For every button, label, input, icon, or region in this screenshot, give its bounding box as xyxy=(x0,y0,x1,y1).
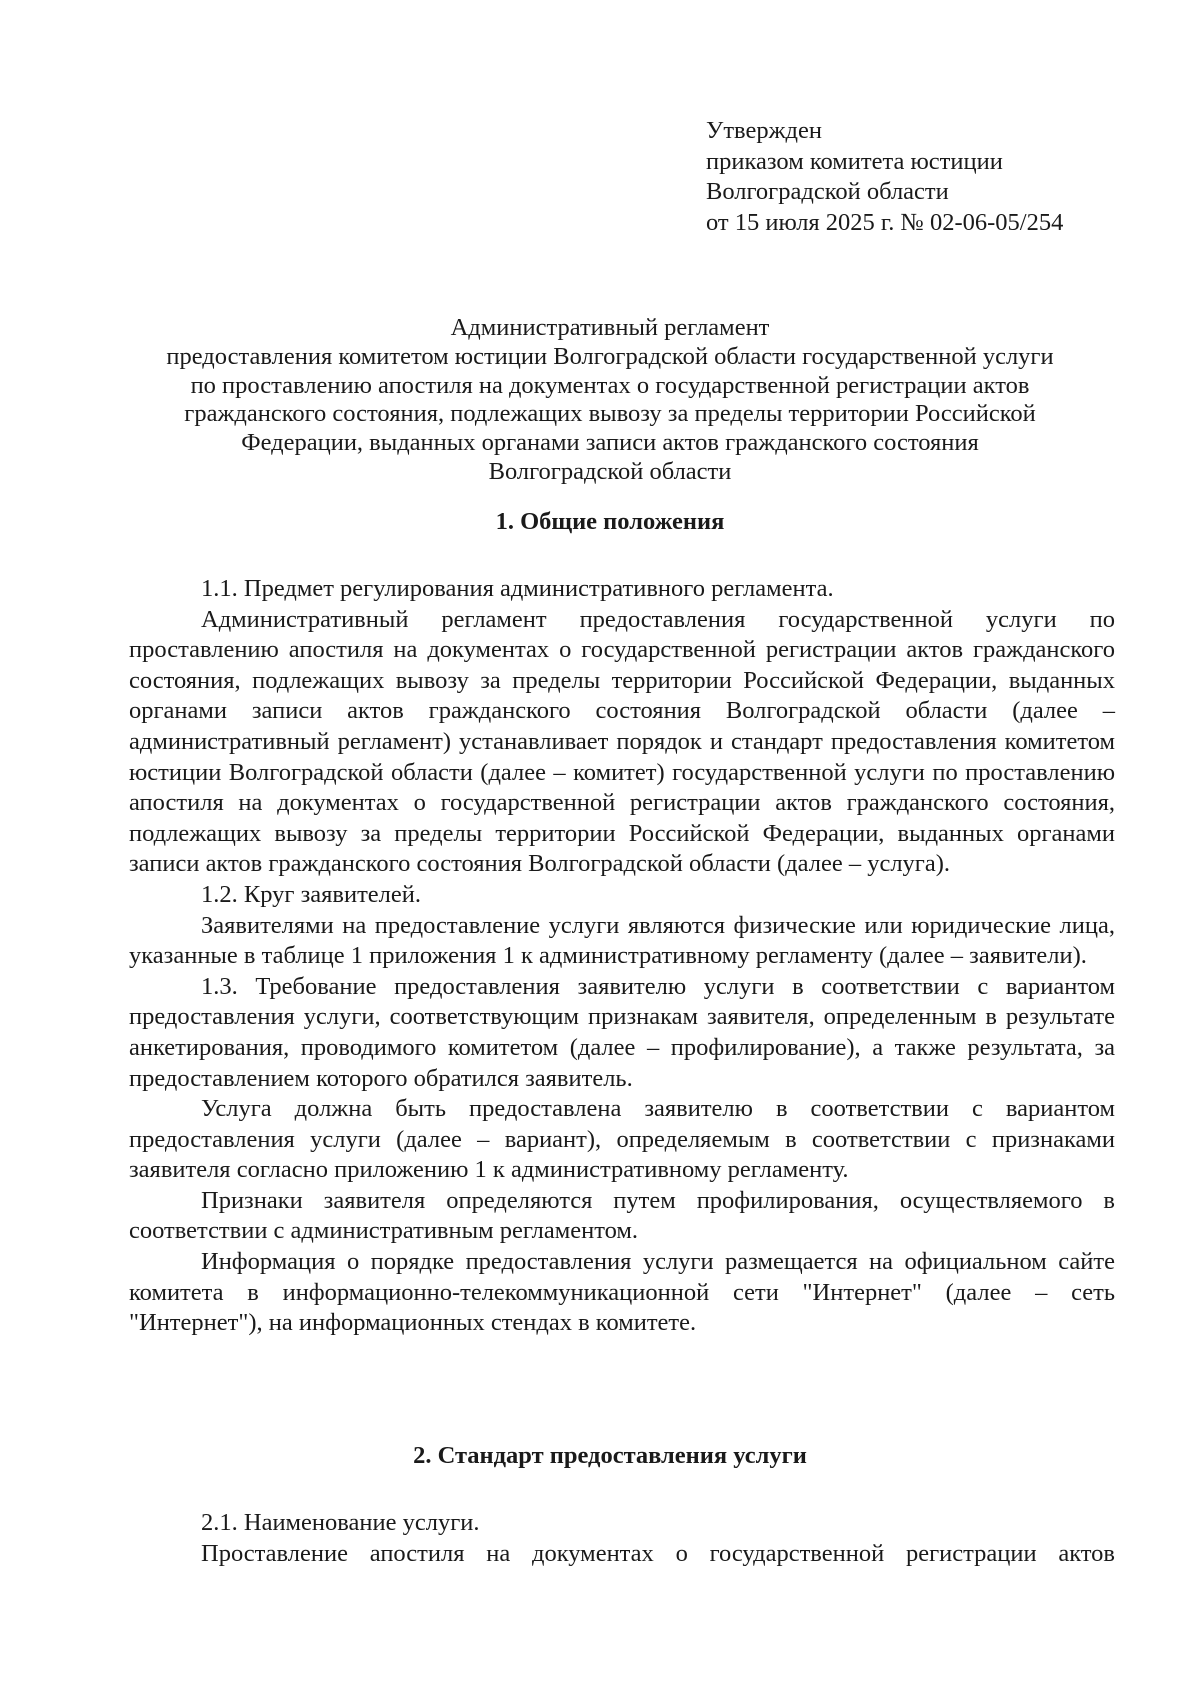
paragraph: Услуга должна быть предоставлена заявителю в соответствии с вариантом предоставления услуги (далее – вариант), определяемым в соответствии с признаками заявителя согласно приложению 1 к административному регламенту. xyxy=(129,1095,1115,1184)
section-2-body xyxy=(129,1508,1115,1569)
paragraph: Административный регламент предоставления государственной услуги по проставлению апостиля на документах о государственной регистрации актов гражданского состояния, подлежащих вывозу за пределы территории Российской Федерации, выданных органами записи актов гражданского состояния Волгоградской области (далее – административный регламент) устанавливает порядок и стандарт предоставления комитетом юстиции Волгоградской области (далее – комитет) государственной услуги по проставлению апостиля на документах о государственной регистрации актов гражданского состояния, подлежащих вывозу за пределы территории Российской Федерации, выданных органами записи актов гражданского состояния Волгоградской области (далее – услуга). xyxy=(129,605,1115,878)
paragraph-2-1: 2.1. Наименование услуги. xyxy=(201,1509,480,1536)
approval-line: приказом комитета юстиции xyxy=(706,147,1003,175)
title-line: гражданского состояния, подлежащих вывозу за пределы территории Российской xyxy=(184,400,1036,428)
paragraph: Проставление апостиля на документах о государственной регистрации актов xyxy=(201,1539,1115,1567)
paragraph: Признаки заявителя определяются путем профилирования, осуществляемого в соответствии с административным регламентом. xyxy=(129,1186,1115,1245)
section-1-heading: 1. Общие положения xyxy=(495,508,725,535)
title-line: Административный регламент xyxy=(450,314,770,341)
paragraph-1-1: 1.1. Предмет регулирования административного регламента. xyxy=(201,575,834,602)
section-2-heading: 2. Стандарт предоставления услуги xyxy=(413,1442,807,1469)
paragraph-1-2: 1.2. Круг заявителей. xyxy=(201,880,421,908)
paragraph-1-3: 1.3. Требование предоставления заявителю услуги в соответствии с вариантом предоставления услуги, соответствующим признакам заявителя, определенным в результате анкетирования, проводимого комитетом (далее – профилирование), а также результата, за предоставлением которого обратился заявитель. xyxy=(129,972,1115,1092)
paragraph: Информация о порядке предоставления услуги размещается на официальном сайте комитета в информационно-телекоммуникационной сети "Интернет" (далее – сеть "Интернет"), на информационных стендах в комитете. xyxy=(129,1248,1115,1337)
title-line: предоставления комитетом юстиции Волгоградской области государственной услуги xyxy=(166,342,1054,370)
title-line: Волгоградской области xyxy=(488,457,732,485)
approval-line: Утвержден xyxy=(706,117,822,144)
approval-stamp-block xyxy=(706,116,1146,238)
approval-line: от 15 июля 2025 г. № 02-06-05/254 xyxy=(706,208,1064,236)
title-line: Федерации, выданных органами записи актов гражданского состояния xyxy=(241,429,979,457)
section-1-body xyxy=(129,574,1115,1339)
paragraph: Заявителями на предоставление услуги являются физические или юридические лица, указанные в таблице 1 приложения 1 к административному регламенту (далее – заявители). xyxy=(129,911,1115,970)
approval-line: Волгоградской области xyxy=(706,178,949,205)
title-line: по проставлению апостиля на документах о государственной регистрации актов xyxy=(190,371,1030,399)
document-title xyxy=(60,314,1160,487)
